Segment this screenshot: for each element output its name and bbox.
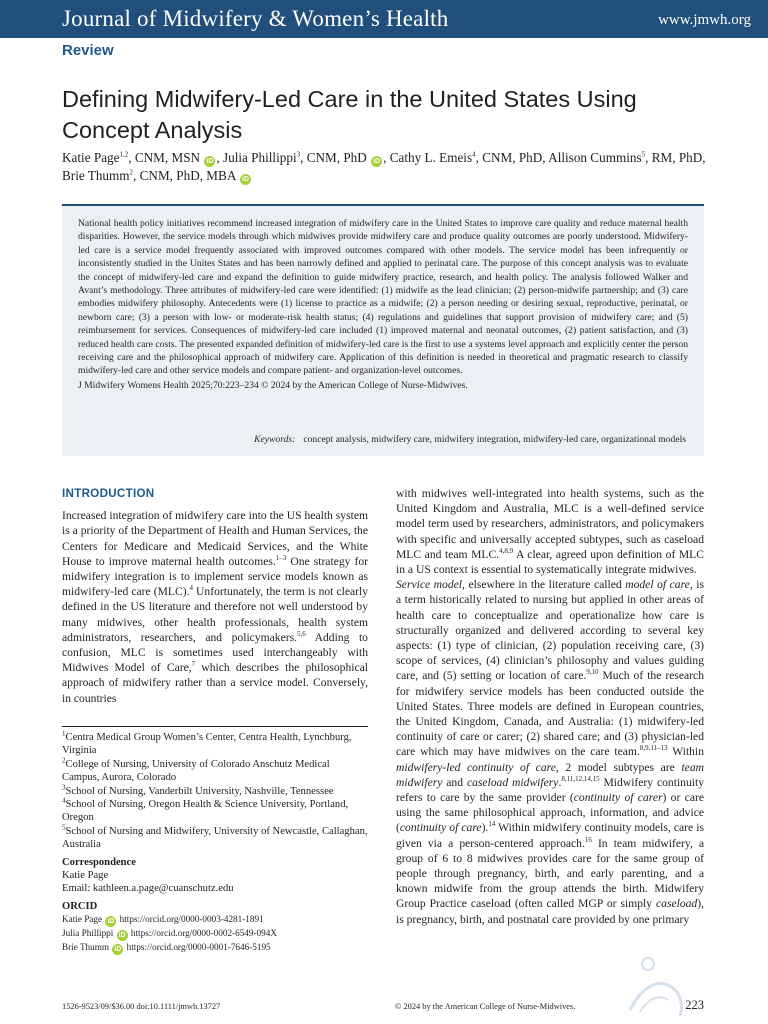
correspondence-email[interactable]: Email: kathleen.a.page@cuanschutz.edu <box>62 883 234 895</box>
section-heading: INTRODUCTION <box>62 487 155 500</box>
body-paragraph: Increased integration of midwifery care into the US health system is a priority of the Department of Health and Human Services, the Centers for Medicare and Medicaid Services, and the White House to improve maternal health outcomes.$^{1-3}$ One strategy for midwifery integration is to implement service models known as midwifery-led care (MLC).$^4$ Unfortunately, the term is not clearly defined in the US literature and therefore not well understood by many midwives, other health professionals, health system administrators, researchers, and policymakers.$^{5,6}$ Adding to confusion, MLC is sometimes used interchangeably with Midwives Model of Care,$^7$ which describes the philosophical approach of midwifery rather than a service model. Conversely, in countries <box>62 509 368 705</box>
abstract-box <box>62 204 704 456</box>
author: Allison Cummins$^5$, RM, PhD, <box>548 150 706 165</box>
author: Cathy L. Emeis$^4$, CNM, PhD, <box>389 150 549 165</box>
affiliation: $^5$School of Nursing and Midwifery, University of Newcastle, Callaghan, Australia <box>62 823 368 851</box>
article-citation: J Midwifery Womens Health 2025;70:223–234 © 2024 by the American College of Nurse-Midwives. <box>78 379 468 391</box>
section-label: Review <box>62 42 114 59</box>
orcid-entry: Katie Page iD https://orcid.org/0000-0003-4281-1891 <box>62 914 264 926</box>
orcid-link[interactable]: https://orcid.org/0000-0001-7646-5195 <box>126 942 271 953</box>
orcid-heading: ORCID <box>62 900 98 912</box>
author: Katie Page$^{1,2}$, CNM, MSN iD , <box>62 150 223 165</box>
affiliation: $^3$School of Nursing, Vanderbilt University, Nashville, Tennessee <box>62 783 334 797</box>
journal-title: Journal of Midwifery & Women’s Health <box>62 6 449 31</box>
orcid-link[interactable]: https://orcid.org/0000-0002-6549-094X <box>130 928 277 939</box>
abstract-text: National health policy initiatives recommend increased integration of midwifery care in the United States to improve care quality and reduce maternal health disparities. However, the service models through which midwives provide midwifery care and produce quality outcomes are poorly understood. Midwifery-led care is a service model frequently associated with improved outcomes compared with other models. The service model has been infrequently or inconsistently studied in the Unites States and has been narrowly defined and applied to perinatal care. The purpose of this concept analysis was to evaluate the concept of midwifery-led care and expand the definition to guide midwifery practice, research, and health policy. The analysis followed Walker and Avant’s methodology. Three attributes of midwifery-led care were identified: (1) midwife as the lead clinician; (2) person-midwife partnership; and (3) care embodies midwifery philosophy. Antecedents were (1) license to practice as a midwife; (2) a person needing or desiring sexual, reproductive, perinatal, or newborn care; (3) a person with low- or moderate-risk health status; (4) regulations and guidelines that support provision of midwifery care; and (5) reimbursement for services. Consequences of midwifery-led care included (1) improved maternal and neonatal outcomes, (2) patient satisfaction, and (3) reduced health care costs. The presented expanded definition of midwifery-led care is the first to use a systems level approach and explicitly center the person receiving care and the philosophical approach of midwifery care. Application of this definition is needed in theoretical and pragmatic research to classify midwifery-led care and other service models and compare patient- and organization-level outcomes. <box>78 218 688 377</box>
keywords <box>62 434 704 445</box>
affiliation: $^2$College of Nursing, University of Colorado Anschutz Medical Campus, Aurora, Colorado <box>62 756 330 784</box>
article-title: Defining Midwifery-Led Care in the United States Using Concept Analysis <box>62 86 637 143</box>
footer-copyright: © 2024 by the American College of Nurse-Midwives. <box>395 1002 576 1011</box>
body-paragraph: Service model, elsewhere in the literature called model of care, is a term historically related to nursing but applied in other areas of health care to conceptualize and operationalize how care is structurally organized and delivered according to several key aspects: (1) type of clinician, (2) population receiving care, (3) scope of services, (4) clinician’s philosophy and values guiding care, and (5) setting or location of care.$^{9,10}$ Much of the research for midwifery service models has been conducted outside the United States. Three models are defined in European countries, the United Kingdom, Canada, and Australia: (1) midwifery-led continuity of care or carer; (2) shared care; and (3) physician-led care which may have midwives on the care team.$^{8,9,11-13}$ Within midwifery-led continuity of care, 2 model subtypes are team midwifery and caseload midwifery.$^{8,11,12,14,15}$ Midwifery continuity refers to care by the same provider (continuity of carer) or care using the same philosophical approach, information, and advice (continuity of care).$^{14}$ Within midwifery continuity models, care is given via a person-centered approach.$^{16}$ In team midwifery, a group of 6 to 8 midwives provides care for the same group of people through pregnancy, birth, and early parenting, and a known midwife from the group attends the birth. Midwifery Group Practice caseload (often called MGP or simply caseload), is pregnancy, birth, and postnatal care provided by one primary <box>396 578 705 926</box>
journal-url[interactable]: www.jmwh.org <box>658 12 751 28</box>
body-column-right <box>396 486 704 927</box>
orcid-icon: iD <box>107 918 115 926</box>
correspondence-name: Katie Page <box>62 870 109 882</box>
affiliation: $^4$School of Nursing, Oregon Health & Science University, Portland, Oregon <box>62 796 349 824</box>
footnote-divider <box>62 726 368 727</box>
orcid-entry: Julia Phillippi iD https://orcid.org/0000-0002-6549-094X <box>62 928 277 940</box>
correspondence-heading: Correspondence <box>62 856 136 868</box>
orcid-icon[interactable]: iD <box>206 158 214 165</box>
orcid-icon[interactable]: iD <box>373 158 381 165</box>
journal-banner <box>0 0 768 38</box>
author: Brie Thumm$^2$, CNM, PhD, MBA iD <box>62 168 249 183</box>
author: Julia Phillippi$^3$, CNM, PhD iD , <box>222 150 390 165</box>
orcid-icon[interactable]: iD <box>241 176 249 183</box>
orcid-link[interactable]: https://orcid.org/0000-0003-4281-1891 <box>119 914 264 925</box>
author-list <box>62 149 707 185</box>
orcid-icon: iD <box>114 946 122 954</box>
footer-doi: 1526-9523/09/$36.00 doi:10.1111/jmwh.13727 <box>62 1002 221 1011</box>
orcid-icon: iD <box>118 932 126 940</box>
footnotes <box>62 731 368 955</box>
page-number: 223 <box>685 998 704 1012</box>
body-paragraph: with midwives well-integrated into health systems, such as the United Kingdom and Australia, MLC is a well-defined service model term used by researchers, administrators, and policymakers with specific and universally accepted subtypes, such as caseload MLC and team MLC.$^{4,8,9}$ A clear, agreed upon definition of MLC in a US context is essential to systematically integrate midwives. <box>396 487 704 577</box>
body-column-left <box>62 486 368 706</box>
affiliation: $^1$Centra Medical Group Women’s Center, Centra Health, Lynchburg, Virginia <box>62 729 352 757</box>
orcid-entry: Brie Thumm iD https://orcid.org/0000-0001-7646-5195 <box>62 942 271 954</box>
keywords-list: concept analysis, midwifery care, midwifery integration, midwifery-led care, organizational models <box>303 434 686 445</box>
keywords-label: Keywords: <box>254 434 296 445</box>
